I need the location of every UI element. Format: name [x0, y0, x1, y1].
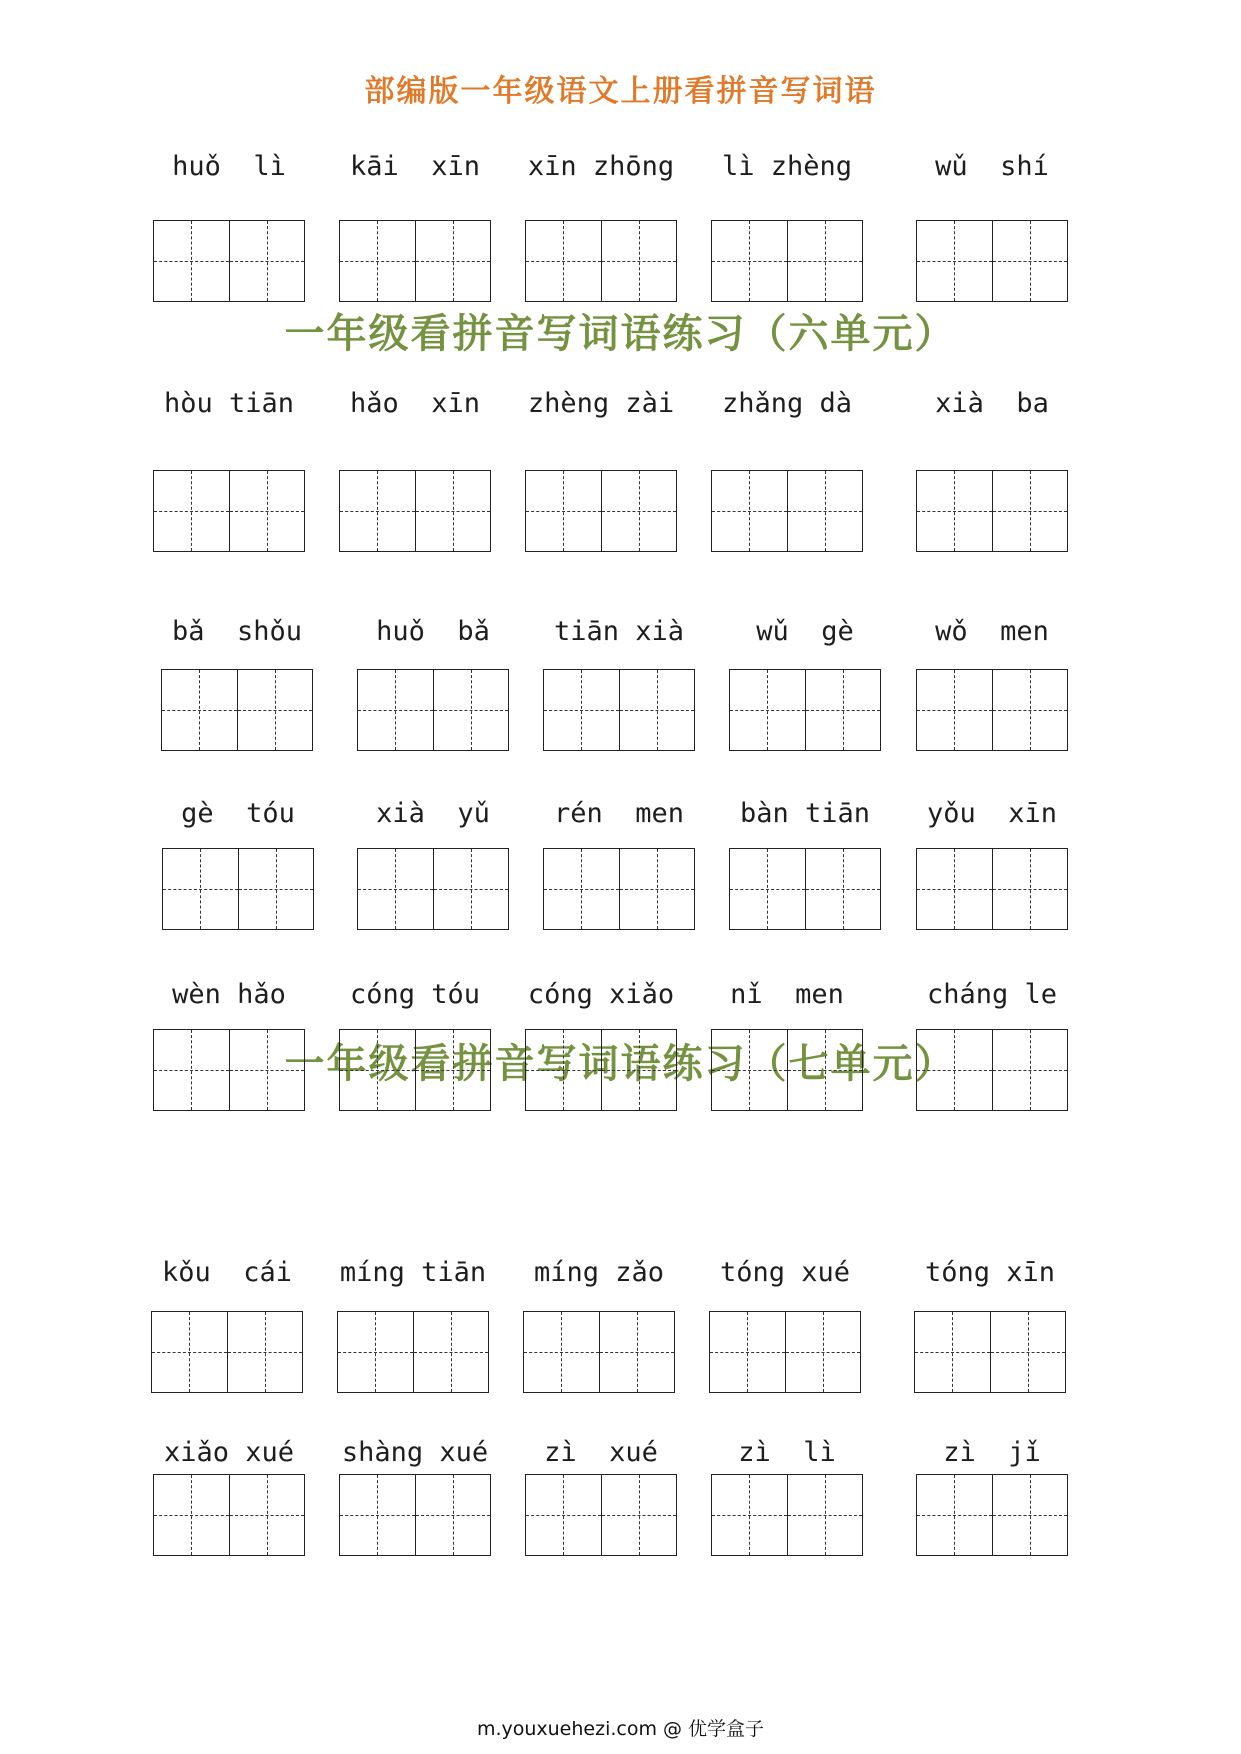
pinyin-label: huǒ lì	[172, 151, 286, 182]
tianzige-cell[interactable]	[601, 221, 677, 301]
tianzige-cell[interactable]	[787, 221, 863, 301]
tianzige-cell[interactable]	[805, 849, 881, 929]
writing-grid[interactable]	[543, 669, 695, 751]
tianzige-cell[interactable]	[526, 471, 601, 551]
tianzige-cell[interactable]	[526, 1030, 601, 1110]
tianzige-cell[interactable]	[712, 221, 787, 301]
tianzige-cell[interactable]	[524, 1312, 599, 1392]
writing-grid[interactable]	[711, 1474, 863, 1556]
tianzige-cell[interactable]	[992, 1030, 1068, 1110]
pinyin-label: rén men	[553, 798, 685, 829]
tianzige-cell[interactable]	[917, 1475, 992, 1555]
tianzige-cell[interactable]	[787, 1030, 863, 1110]
tianzige-cell[interactable]	[415, 1030, 491, 1110]
section-title-unit-6: 一年级看拼音写词语练习（六单元）	[284, 310, 957, 357]
pinyin-label: míng zǎo	[533, 1257, 665, 1288]
tianzige-cell[interactable]	[619, 849, 695, 929]
tianzige-cell[interactable]	[915, 1312, 990, 1392]
tianzige-cell[interactable]	[154, 471, 229, 551]
tianzige-cell[interactable]	[917, 471, 992, 551]
writing-grid[interactable]	[339, 220, 491, 302]
pinyin-label: wèn hǎo	[172, 979, 286, 1010]
tianzige-cell[interactable]	[712, 471, 787, 551]
tianzige-cell[interactable]	[162, 670, 237, 750]
pinyin-label: zhǎng dà	[721, 388, 853, 419]
pinyin-label: tóng xīn	[924, 1257, 1056, 1288]
tianzige-cell[interactable]	[992, 849, 1068, 929]
tianzige-cell[interactable]	[526, 1475, 601, 1555]
pinyin-label: xià ba	[935, 388, 1049, 419]
writing-grid[interactable]	[525, 220, 677, 302]
pinyin-label: hǎo xīn	[349, 388, 481, 419]
tianzige-cell[interactable]	[340, 1030, 415, 1110]
writing-grid[interactable]	[914, 1311, 1066, 1393]
tianzige-cell[interactable]	[601, 471, 677, 551]
tianzige-cell[interactable]	[992, 670, 1068, 750]
pinyin-label: lì zhèng	[721, 151, 853, 182]
writing-grid[interactable]	[357, 848, 509, 930]
tianzige-cell[interactable]	[917, 849, 992, 929]
tianzige-cell[interactable]	[415, 471, 491, 551]
writing-grid[interactable]	[339, 470, 491, 552]
writing-grid[interactable]	[153, 220, 305, 302]
writing-grid[interactable]	[153, 1474, 305, 1556]
writing-grid[interactable]	[162, 848, 314, 930]
writing-grid[interactable]	[153, 470, 305, 552]
writing-grid[interactable]	[729, 848, 881, 930]
pinyin-label: nǐ men	[730, 979, 844, 1010]
pinyin-label: zhèng zài	[527, 388, 675, 419]
writing-grid[interactable]	[916, 1029, 1068, 1111]
tianzige-cell[interactable]	[433, 670, 509, 750]
pinyin-label: xiǎo xué	[163, 1437, 295, 1468]
writing-grid[interactable]	[711, 1029, 863, 1111]
tianzige-cell[interactable]	[710, 1312, 785, 1392]
tianzige-cell[interactable]	[154, 1475, 229, 1555]
tianzige-cell[interactable]	[238, 849, 314, 929]
pinyin-label: wǔ gè	[756, 616, 854, 647]
tianzige-cell[interactable]	[152, 1312, 227, 1392]
tianzige-cell[interactable]	[358, 670, 433, 750]
pinyin-label: cóng tóu	[349, 979, 481, 1010]
tianzige-cell[interactable]	[787, 471, 863, 551]
tianzige-cell[interactable]	[601, 1475, 677, 1555]
pinyin-label: cóng xiǎo	[527, 979, 675, 1010]
pinyin-label: zì jǐ	[943, 1437, 1041, 1468]
writing-grid[interactable]	[711, 470, 863, 552]
tianzige-cell[interactable]	[599, 1312, 675, 1392]
writing-grid[interactable]	[339, 1474, 491, 1556]
tianzige-cell[interactable]	[544, 670, 619, 750]
tianzige-cell[interactable]	[340, 1475, 415, 1555]
writing-grid[interactable]	[525, 1029, 677, 1111]
tianzige-cell[interactable]	[413, 1312, 489, 1392]
writing-grid[interactable]	[151, 1311, 303, 1393]
tianzige-cell[interactable]	[917, 670, 992, 750]
tianzige-cell[interactable]	[229, 471, 305, 551]
tianzige-cell[interactable]	[237, 670, 313, 750]
writing-grid[interactable]	[729, 669, 881, 751]
tianzige-cell[interactable]	[601, 1030, 677, 1110]
pinyin-label: shàng xué	[341, 1437, 489, 1468]
tianzige-cell[interactable]	[154, 1030, 229, 1110]
writing-grid[interactable]	[523, 1311, 675, 1393]
tianzige-cell[interactable]	[415, 1475, 491, 1555]
tianzige-cell[interactable]	[619, 670, 695, 750]
writing-grid[interactable]	[916, 220, 1068, 302]
pinyin-label: kǒu cái	[161, 1257, 293, 1288]
pinyin-label: xīn zhōng	[527, 151, 675, 182]
pinyin-label: gè tóu	[181, 798, 295, 829]
pinyin-label: tóng xué	[719, 1257, 851, 1288]
writing-grid[interactable]	[916, 470, 1068, 552]
pinyin-label: hòu tiān	[163, 388, 295, 419]
writing-grid[interactable]	[525, 1474, 677, 1556]
tianzige-cell[interactable]	[785, 1312, 861, 1392]
tianzige-cell[interactable]	[340, 221, 415, 301]
writing-grid[interactable]	[339, 1029, 491, 1111]
pinyin-label: yǒu xīn	[926, 798, 1058, 829]
tianzige-cell[interactable]	[526, 221, 601, 301]
tianzige-cell[interactable]	[917, 1030, 992, 1110]
tianzige-cell[interactable]	[787, 1475, 863, 1555]
writing-grid[interactable]	[337, 1311, 489, 1393]
tianzige-cell[interactable]	[712, 1030, 787, 1110]
pinyin-label: wǒ men	[935, 616, 1049, 647]
writing-grid[interactable]	[916, 669, 1068, 751]
tianzige-cell[interactable]	[730, 849, 805, 929]
pinyin-label: zì lì	[738, 1437, 836, 1468]
pinyin-label: míng tiān	[339, 1257, 487, 1288]
tianzige-cell[interactable]	[917, 221, 992, 301]
tianzige-cell[interactable]	[163, 849, 238, 929]
writing-grid[interactable]	[543, 848, 695, 930]
writing-grid[interactable]	[525, 470, 677, 552]
tianzige-cell[interactable]	[229, 1475, 305, 1555]
tianzige-cell[interactable]	[992, 471, 1068, 551]
tianzige-cell[interactable]	[229, 1030, 305, 1110]
tianzige-cell[interactable]	[992, 1475, 1068, 1555]
tianzige-cell[interactable]	[227, 1312, 303, 1392]
writing-grid[interactable]	[161, 669, 313, 751]
section-title-unit-7: 一年级看拼音写词语练习（七单元）	[284, 1040, 957, 1087]
pinyin-label: xià yǔ	[376, 798, 490, 829]
writing-grid[interactable]	[711, 220, 863, 302]
footer-watermark: m.youxuehezi.com @ 优学盒子	[476, 1718, 765, 1740]
tianzige-cell[interactable]	[990, 1312, 1066, 1392]
tianzige-cell[interactable]	[340, 471, 415, 551]
pinyin-label: cháng le	[926, 979, 1058, 1010]
tianzige-cell[interactable]	[415, 221, 491, 301]
writing-grid[interactable]	[709, 1311, 861, 1393]
writing-grid[interactable]	[153, 1029, 305, 1111]
tianzige-cell[interactable]	[805, 670, 881, 750]
tianzige-cell[interactable]	[433, 849, 509, 929]
writing-grid[interactable]	[916, 1474, 1068, 1556]
pinyin-label: kāi xīn	[349, 151, 481, 182]
page-title: 部编版一年级语文上册看拼音写词语	[364, 74, 877, 109]
tianzige-cell[interactable]	[712, 1475, 787, 1555]
pinyin-label: tiān xià	[553, 616, 685, 647]
tianzige-cell[interactable]	[154, 221, 229, 301]
writing-grid[interactable]	[357, 669, 509, 751]
tianzige-cell[interactable]	[544, 849, 619, 929]
pinyin-label: zì xué	[544, 1437, 658, 1468]
tianzige-cell[interactable]	[338, 1312, 413, 1392]
pinyin-label: huǒ bǎ	[376, 616, 490, 647]
writing-grid[interactable]	[916, 848, 1068, 930]
pinyin-label: bàn tiān	[739, 798, 871, 829]
tianzige-cell[interactable]	[992, 221, 1068, 301]
tianzige-cell[interactable]	[229, 221, 305, 301]
tianzige-cell[interactable]	[358, 849, 433, 929]
pinyin-label: bǎ shǒu	[171, 616, 303, 647]
pinyin-label: wǔ shí	[935, 151, 1049, 182]
tianzige-cell[interactable]	[730, 670, 805, 750]
